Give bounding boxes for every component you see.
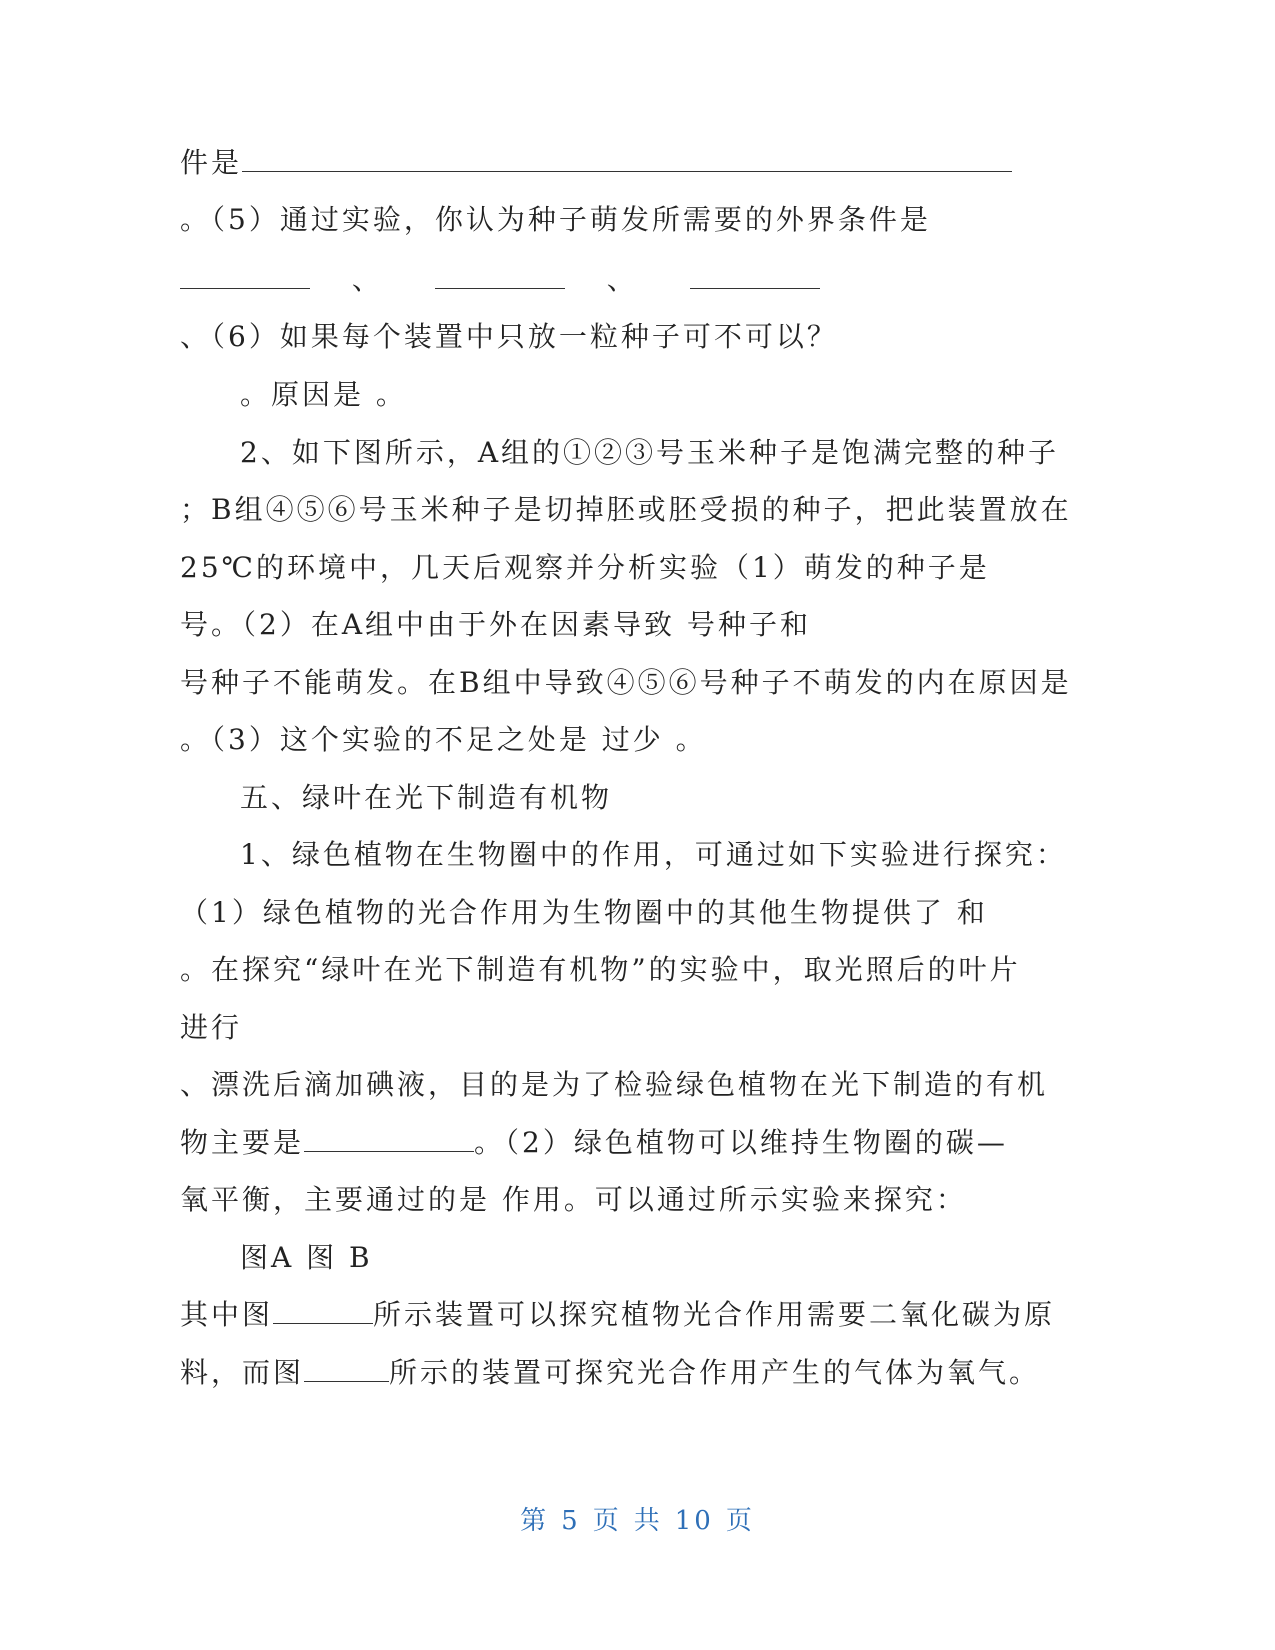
line-text: 、（6）如果每个装置中只放一粒种子可不可以？	[180, 320, 838, 353]
page-footer	[0, 1500, 1275, 1537]
text-line	[180, 723, 707, 757]
line-text: 。在探究“绿叶在光下制造有机物”的实验中，取光照后的叶片	[180, 953, 1021, 986]
line-text: 氧平衡，主要通过的是 作用。可以通过所示实验来探究：	[180, 1183, 967, 1216]
figure-caption	[240, 1241, 373, 1275]
answer-blank	[273, 1299, 373, 1324]
text-line	[180, 203, 931, 237]
text-line	[180, 1126, 1008, 1160]
answer-blank	[242, 147, 1012, 172]
text-line	[180, 953, 1021, 987]
answer-blank	[180, 264, 310, 289]
text-line	[180, 608, 811, 642]
line-text: ；B组④⑤⑥号玉米种子是切掉胚或胚受损的种子，把此装置放在	[180, 493, 1072, 526]
text-line	[180, 1356, 1040, 1390]
text-line	[180, 263, 820, 297]
section-heading	[240, 781, 612, 815]
text-line	[180, 896, 988, 930]
answer-blank	[304, 1127, 474, 1152]
text-line	[240, 436, 1059, 470]
text-line	[180, 1011, 242, 1045]
footer-suffix: 页	[725, 1506, 755, 1536]
separator: 、	[351, 263, 383, 296]
caption-text: 图A 图 B	[240, 1241, 373, 1274]
text-line	[180, 1068, 1048, 1102]
line-text: 其中图	[180, 1298, 274, 1331]
line-text: 。原因是 。	[240, 378, 407, 411]
line-text: 。（2）绿色植物可以维持生物圈的碳—	[474, 1126, 1008, 1159]
line-text: 、漂洗后滴加碘液，目的是为了检验绿色植物在光下制造的有机	[180, 1068, 1049, 1101]
answer-blank	[690, 264, 820, 289]
text-line	[180, 666, 1072, 700]
separator: 、	[606, 263, 638, 296]
text-line	[180, 551, 990, 585]
line-text: 25℃的环境中，几天后观察并分析实验（1）萌发的种子是	[180, 551, 990, 584]
footer-prefix: 第	[520, 1506, 550, 1536]
line-text: 所示的装置可探究光合作用产生的气体为氧气。	[389, 1356, 1041, 1389]
text-line	[180, 1183, 967, 1217]
text-line	[180, 146, 1012, 180]
text-line	[240, 378, 407, 412]
line-text: 2、如下图所示，A组的①②③号玉米种子是饱满完整的种子	[240, 436, 1060, 469]
line-text: 。（5）通过实验，你认为种子萌发所需要的外界条件是	[180, 203, 931, 236]
text-line	[180, 493, 1072, 527]
text-line	[180, 320, 838, 354]
line-text: 物主要是	[180, 1126, 305, 1159]
page-number: 5	[561, 1506, 581, 1536]
line-text: 。（3）这个实验的不足之处是 过少 。	[180, 723, 707, 756]
line-text: （1）绿色植物的光合作用为生物圈中的其他生物提供了 和	[180, 896, 988, 929]
line-text: 号。（2）在A组中由于外在因素导致 号种子和	[180, 608, 811, 641]
line-text: 所示装置可以探究植物光合作用需要二氧化碳为原	[373, 1298, 1056, 1331]
line-text: 料，而图	[180, 1356, 305, 1389]
answer-blank	[304, 1357, 389, 1382]
total-pages: 10	[674, 1506, 714, 1536]
line-text: 号种子不能萌发。在B组中导致④⑤⑥号种子不萌发的内在原因是	[180, 666, 1072, 699]
text-line	[180, 1298, 1055, 1332]
line-text: 件是	[180, 146, 243, 179]
answer-blank	[435, 264, 565, 289]
line-text: 1、绿色植物在生物圈中的作用，可通过如下实验进行探究：	[240, 838, 1067, 871]
footer-total-label: 共	[633, 1506, 663, 1536]
line-text: 进行	[180, 1011, 243, 1044]
text-line	[240, 838, 1067, 872]
footer-page-label: 页	[592, 1506, 622, 1536]
heading-text: 五、绿叶在光下制造有机物	[240, 781, 613, 814]
